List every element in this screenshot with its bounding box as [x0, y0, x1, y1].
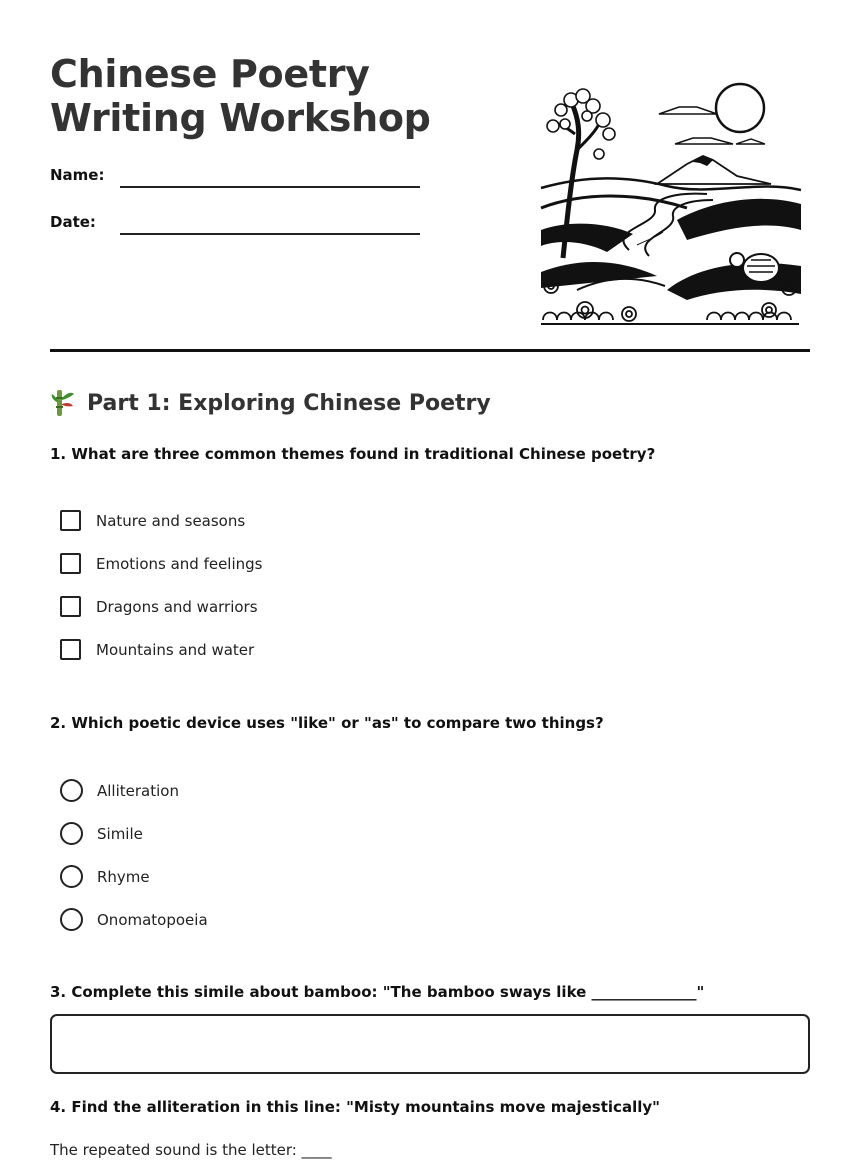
checkbox[interactable] [60, 639, 81, 660]
q1-option-label: Nature and seasons [96, 511, 246, 530]
q1-option[interactable] [60, 596, 258, 617]
radio-button[interactable] [60, 908, 83, 931]
name-field[interactable] [120, 186, 420, 188]
checkbox[interactable] [60, 553, 81, 574]
q2-option[interactable] [60, 779, 179, 802]
q2-option-label: Simile [97, 824, 143, 843]
radio-button[interactable] [60, 822, 83, 845]
chinese-landscape-illustration [537, 80, 803, 325]
name-label: Name: [50, 166, 105, 184]
date-label: Date: [50, 213, 96, 231]
simile-answer-field[interactable] [50, 1014, 810, 1074]
question-4: 4. Find the alliteration in this line: "Misty mountains move majestically" [50, 1098, 660, 1116]
part1-title: Part 1: Exploring Chinese Poetry [87, 390, 491, 416]
q1-option-label: Emotions and feelings [96, 554, 263, 573]
question-2: 2. Which poetic device uses "like" or "as" to compare two things? [50, 714, 604, 732]
q1-option[interactable] [60, 510, 245, 531]
worksheet-title: Chinese Poetry Writing Workshop [50, 52, 431, 140]
q2-option[interactable] [60, 865, 150, 888]
question-1: 1. What are three common themes found in traditional Chinese poetry? [50, 445, 656, 463]
radio-button[interactable] [60, 865, 83, 888]
checkbox[interactable] [60, 510, 81, 531]
section-divider [50, 349, 810, 352]
q2-option-label: Rhyme [97, 867, 150, 886]
q2-option[interactable] [60, 822, 143, 845]
question-3: 3. Complete this simile about bamboo: "The bamboo sways like ______________" [50, 983, 705, 1001]
q1-option-label: Dragons and warriors [96, 597, 258, 616]
bamboo-icon [50, 388, 76, 418]
q2-option-label: Onomatopoeia [97, 910, 208, 929]
checkbox[interactable] [60, 596, 81, 617]
q1-option-label: Mountains and water [96, 640, 255, 659]
date-field[interactable] [120, 233, 420, 235]
part1-heading [50, 388, 491, 418]
q1-option[interactable] [60, 639, 254, 660]
q2-option[interactable] [60, 908, 208, 931]
repeated-sound-prompt[interactable]: The repeated sound is the letter: ____ [50, 1141, 332, 1159]
q2-option-label: Alliteration [97, 781, 179, 800]
q1-option[interactable] [60, 553, 263, 574]
radio-button[interactable] [60, 779, 83, 802]
